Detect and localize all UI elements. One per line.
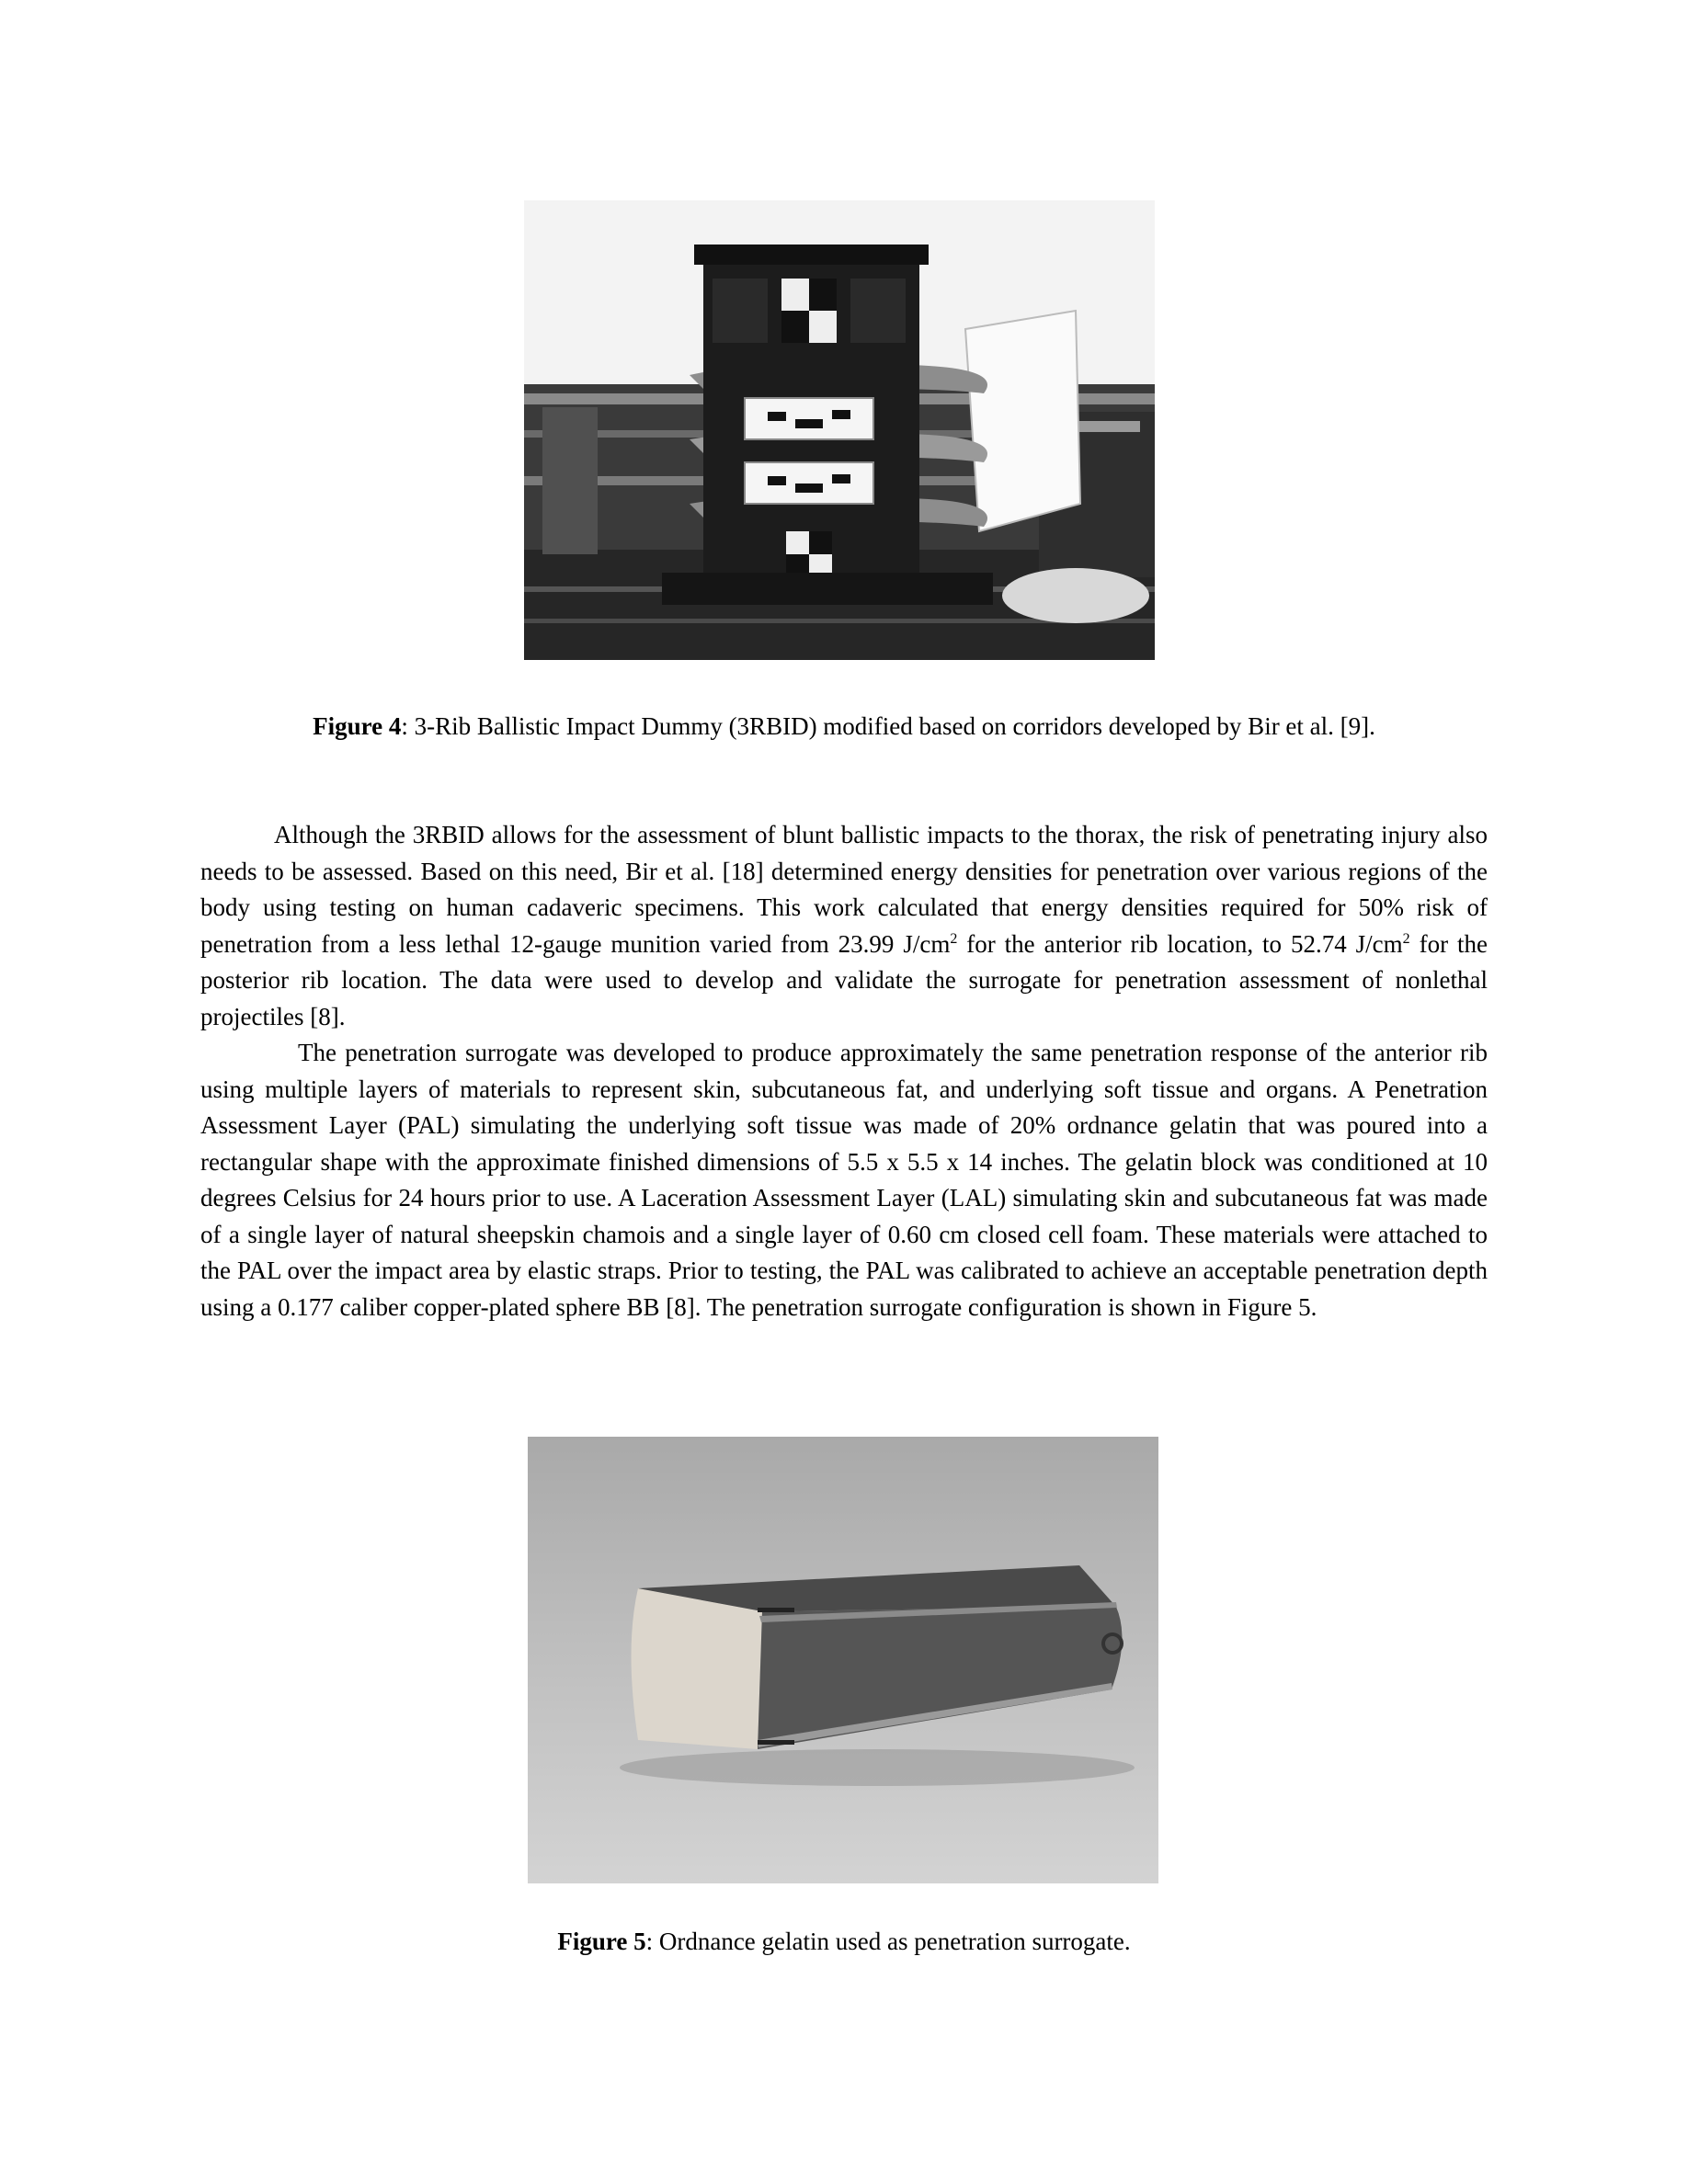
figure-5-caption <box>0 1926 1688 1957</box>
paragraph-1-part-1: Although the 3RBID allows for the assessment of blunt ballistic impacts to the thorax, the risk of penetrating injury also needs to be assessed. Based on this need, Bir et al. [18] determined energy densities for penetration over various regions of the body using testing on human cadaveric specimens. This work calculated that energy densities required for 50% risk of penetration from a less lethal 12-gauge munition varied from 23.99 J/cm <box>200 821 1488 958</box>
figure-4-image <box>524 200 1155 660</box>
figure-5-image <box>528 1437 1158 1883</box>
superscript-1: 2 <box>950 930 958 947</box>
figure-4-caption-text: : 3-Rib Ballistic Impact Dummy (3RBID) modified based on corridors developed by Bir et al. [9]. <box>401 712 1375 740</box>
paragraph-1-part-3: for the posterior rib location. The data were used to develop and validate the surrogate for penetration assessment of nonlethal projectiles [8]. <box>200 929 1488 1030</box>
superscript-2: 2 <box>1402 930 1410 947</box>
figure-5-label: Figure 5 <box>557 1928 646 1955</box>
paragraph-1 <box>200 817 1488 1035</box>
figure-4-caption <box>0 711 1688 742</box>
figure-4-label: Figure 4 <box>313 712 402 740</box>
figure-5-caption-text: : Ordnance gelatin used as penetration surrogate. <box>645 1928 1131 1955</box>
paragraph-1-part-2: for the anterior rib location, to 52.74 J/cm <box>957 929 1403 958</box>
paragraph-2: The penetration surrogate was developed to produce approximately the same penetration response of the anterior rib using multiple layers of materials to represent skin, subcutaneous fat, and underlying soft tissue and organs. A Penetration Assessment Layer (PAL) simulating the underlying soft tissue was made of 20% ordnance gelatin that was poured into a rectangular shape with the approximate finished dimensions of 5.5 x 5.5 x 14 inches. The gelatin block was conditioned at 10 degrees Celsius for 24 hours prior to use. A Laceration Assessment Layer (LAL) simulating skin and subcutaneous fat was made of a single layer of natural sheepskin chamois and a single layer of 0.60 cm closed cell foam. These materials were attached to the PAL over the impact area by elastic straps. Prior to testing, the PAL was calibrated to achieve an acceptable penetration depth using a 0.177 caliber copper-plated sphere BB [8]. The penetration surrogate configuration is shown in Figure 5. <box>200 1039 1488 1321</box>
